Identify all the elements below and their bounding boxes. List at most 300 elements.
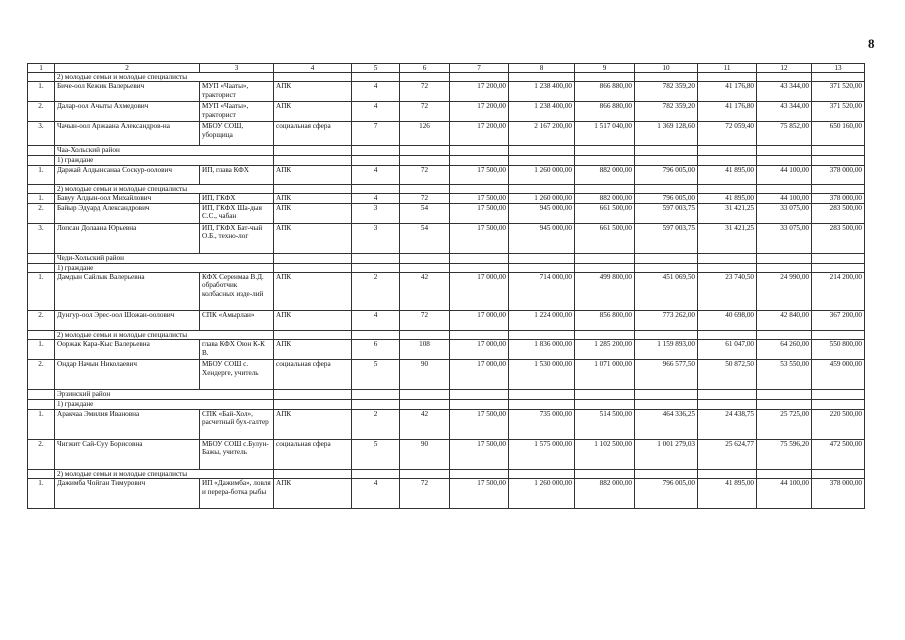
table-cell: 17 500,00: [450, 479, 509, 509]
empty-cell: [352, 156, 400, 165]
table-cell: 90: [400, 360, 450, 390]
table-cell: ИП, ГКФХ: [200, 194, 274, 203]
column-header: 11: [698, 64, 757, 73]
table-cell: 53 550,00: [757, 360, 812, 390]
table-cell: 1 260 000,00: [509, 165, 575, 184]
table-cell: социальная сфера: [274, 122, 352, 146]
table-cell: МУП «Чааты», тракторист: [200, 102, 274, 122]
column-header: 10: [635, 64, 698, 73]
section-title: Чеди-Хольский район: [55, 253, 274, 263]
empty-cell: [698, 73, 757, 82]
empty-cell: [757, 390, 812, 400]
column-header: 2: [55, 64, 200, 73]
table-cell: Ондар Начын Николаевич: [55, 360, 200, 390]
table-cell: 1.: [28, 82, 55, 102]
empty-cell: [400, 390, 450, 400]
table-cell: 41 895,00: [698, 194, 757, 203]
empty-cell: [698, 400, 757, 409]
empty-cell: [812, 184, 865, 193]
table-cell: 2: [352, 273, 400, 311]
table-cell: ИП «Дажимба», ловля и перера-ботка рыбы: [200, 479, 274, 509]
table-cell: 2 167 200,00: [509, 122, 575, 146]
table-cell: 1.: [28, 273, 55, 311]
table-cell: Лопсан Долаана Юрьевна: [55, 223, 200, 253]
empty-cell: [400, 263, 450, 272]
table-cell: 64 260,00: [757, 340, 812, 360]
empty-cell: [28, 400, 55, 409]
table-cell: АПК: [274, 409, 352, 439]
empty-cell: [274, 253, 352, 263]
empty-cell: [509, 253, 575, 263]
empty-cell: [400, 156, 450, 165]
table-cell: Биче-оол Кежик Валерьевич: [55, 82, 200, 102]
empty-cell: [400, 146, 450, 156]
table-cell: 40 698,00: [698, 311, 757, 331]
table-cell: 966 577,50: [635, 360, 698, 390]
table-cell: 17 500,00: [450, 203, 509, 223]
empty-cell: [635, 400, 698, 409]
empty-cell: [352, 400, 400, 409]
empty-cell: [757, 253, 812, 263]
table-cell: 796 005,00: [635, 479, 698, 509]
empty-cell: [698, 156, 757, 165]
table-cell: АПК: [274, 273, 352, 311]
empty-cell: [575, 331, 635, 340]
table-cell: 714 000,00: [509, 273, 575, 311]
table-row: [28, 311, 865, 331]
table-cell: 17 000,00: [450, 340, 509, 360]
table-cell: 2.: [28, 203, 55, 223]
table-cell: 75 596,20: [757, 439, 812, 469]
table-cell: 72: [400, 82, 450, 102]
empty-cell: [575, 184, 635, 193]
table-cell: 50 872,50: [698, 360, 757, 390]
table-cell: 72: [400, 479, 450, 509]
table-cell: 2.: [28, 439, 55, 469]
table-row: [28, 439, 865, 469]
table-cell: Чигжит Сай-Суу Борисовна: [55, 439, 200, 469]
table-cell: социальная сфера: [274, 360, 352, 390]
data-table: [27, 63, 865, 509]
empty-cell: [274, 146, 352, 156]
empty-cell: [635, 469, 698, 478]
table-cell: 1.: [28, 479, 55, 509]
table-cell: 1 530 000,00: [509, 360, 575, 390]
group-row: [28, 156, 865, 165]
empty-cell: [757, 331, 812, 340]
table-cell: 220 500,00: [812, 409, 865, 439]
empty-cell: [575, 253, 635, 263]
empty-cell: [575, 146, 635, 156]
table-cell: 367 200,00: [812, 311, 865, 331]
empty-cell: [575, 390, 635, 400]
table-cell: 945 000,00: [509, 223, 575, 253]
table-cell: 1 159 893,00: [635, 340, 698, 360]
table-row: [28, 122, 865, 146]
table-row: [28, 165, 865, 184]
table-cell: ИП, ГКФХ Бат-чый О.Б., техно-лог: [200, 223, 274, 253]
column-header: 4: [274, 64, 352, 73]
group-row: [28, 400, 865, 409]
table-cell: 1 260 000,00: [509, 479, 575, 509]
empty-cell: [757, 156, 812, 165]
table-cell: 597 003,75: [635, 203, 698, 223]
empty-cell: [450, 253, 509, 263]
table-cell: Дамдын Сайлык Валерьевна: [55, 273, 200, 311]
empty-cell: [28, 263, 55, 272]
empty-cell: [509, 400, 575, 409]
section-row: [28, 390, 865, 400]
column-header: 5: [352, 64, 400, 73]
empty-cell: [635, 73, 698, 82]
column-header: 12: [757, 64, 812, 73]
table-cell: 371 520,00: [812, 82, 865, 102]
table-cell: 866 880,00: [575, 82, 635, 102]
table-cell: 17 200,00: [450, 82, 509, 102]
table-cell: 661 500,00: [575, 203, 635, 223]
table-cell: 796 005,00: [635, 165, 698, 184]
column-header: 3: [200, 64, 274, 73]
empty-cell: [812, 156, 865, 165]
table-cell: 882 000,00: [575, 479, 635, 509]
table-cell: 472 500,00: [812, 439, 865, 469]
table-cell: 17 000,00: [450, 311, 509, 331]
column-header: 1: [28, 64, 55, 73]
empty-cell: [352, 390, 400, 400]
table-cell: СПК «Амырлан»: [200, 311, 274, 331]
empty-cell: [575, 156, 635, 165]
empty-cell: [575, 73, 635, 82]
table-cell: АПК: [274, 479, 352, 509]
table-cell: Ооржак Кара-Кыс Валерьевна: [55, 340, 200, 360]
empty-cell: [352, 253, 400, 263]
table-cell: 108: [400, 340, 450, 360]
table-cell: АПК: [274, 223, 352, 253]
table-cell: 1 102 500,00: [575, 439, 635, 469]
empty-cell: [450, 184, 509, 193]
table-cell: 17 500,00: [450, 194, 509, 203]
table-cell: 25 624,77: [698, 439, 757, 469]
table-cell: МБОУ СОШ, уборщица: [200, 122, 274, 146]
table-cell: 17 500,00: [450, 165, 509, 184]
table-cell: 773 262,00: [635, 311, 698, 331]
column-header: 8: [509, 64, 575, 73]
empty-cell: [635, 253, 698, 263]
empty-cell: [509, 331, 575, 340]
empty-cell: [635, 390, 698, 400]
empty-cell: [400, 331, 450, 340]
table-cell: ИП, глава КФХ: [200, 165, 274, 184]
table-cell: глава КФХ Оюн К-К В.: [200, 340, 274, 360]
table-cell: Чачын-оол Аржаана Александров-на: [55, 122, 200, 146]
table-cell: 1 224 000,00: [509, 311, 575, 331]
table-cell: 4: [352, 82, 400, 102]
table-cell: 378 000,00: [812, 479, 865, 509]
empty-cell: [274, 400, 352, 409]
empty-cell: [698, 263, 757, 272]
empty-cell: [450, 400, 509, 409]
table-cell: 882 000,00: [575, 194, 635, 203]
empty-cell: [450, 390, 509, 400]
table-cell: МБОУ СОШ с.Булун-Бажы, учитель: [200, 439, 274, 469]
table-cell: 3.: [28, 122, 55, 146]
table-row: [28, 102, 865, 122]
table-cell: 3.: [28, 223, 55, 253]
group-title: 2) молодые семьи и молодые специалисты: [55, 331, 274, 340]
empty-cell: [757, 400, 812, 409]
table-cell: 72 059,40: [698, 122, 757, 146]
page-number: 8: [868, 36, 875, 51]
table-row: [28, 273, 865, 311]
table-cell: 42: [400, 273, 450, 311]
table-cell: 31 421,25: [698, 203, 757, 223]
table-cell: 796 005,00: [635, 194, 698, 203]
table-cell: 1 369 128,60: [635, 122, 698, 146]
section-title: Чаа-Хольский район: [55, 146, 274, 156]
table-row: [28, 340, 865, 360]
section-title: Эрзинский район: [55, 390, 274, 400]
table-cell: 2.: [28, 102, 55, 122]
empty-cell: [635, 184, 698, 193]
table-cell: АПК: [274, 82, 352, 102]
table-cell: 882 000,00: [575, 165, 635, 184]
table-cell: 459 000,00: [812, 360, 865, 390]
column-header: 7: [450, 64, 509, 73]
table-cell: 4: [352, 194, 400, 203]
table-cell: 5: [352, 360, 400, 390]
table-cell: МУП «Чааты», тракторист: [200, 82, 274, 102]
table-cell: 1 260 000,00: [509, 194, 575, 203]
table-cell: АПК: [274, 194, 352, 203]
table-cell: Дунгур-оол Эрес-оол Шожан-оолович: [55, 311, 200, 331]
empty-cell: [509, 73, 575, 82]
table-cell: 44 100,00: [757, 479, 812, 509]
table-cell: 44 100,00: [757, 194, 812, 203]
empty-cell: [28, 73, 55, 82]
table-cell: МБОУ СОШ с. Хендерге, учитель: [200, 360, 274, 390]
table-cell: 1 071 000,00: [575, 360, 635, 390]
table-cell: 1 238 400,00: [509, 82, 575, 102]
empty-cell: [635, 156, 698, 165]
empty-cell: [274, 263, 352, 272]
table-cell: АПК: [274, 340, 352, 360]
empty-cell: [812, 400, 865, 409]
table-cell: Байыр Эдуард Александрович: [55, 203, 200, 223]
table-cell: ИП, ГКФХ Ша-дыя С.С., чабан: [200, 203, 274, 223]
table-cell: 44 100,00: [757, 165, 812, 184]
table-cell: 650 160,00: [812, 122, 865, 146]
empty-cell: [635, 146, 698, 156]
table-cell: 550 800,00: [812, 340, 865, 360]
empty-cell: [28, 469, 55, 478]
empty-cell: [28, 156, 55, 165]
table-cell: 464 336,25: [635, 409, 698, 439]
table-cell: 1.: [28, 340, 55, 360]
table-row: [28, 223, 865, 253]
section-row: [28, 253, 865, 263]
empty-cell: [509, 146, 575, 156]
empty-cell: [28, 253, 55, 263]
table-cell: 41 176,80: [698, 102, 757, 122]
table-cell: СПК «Бай-Хол», расчетный бух-галтер: [200, 409, 274, 439]
empty-cell: [757, 469, 812, 478]
empty-cell: [450, 73, 509, 82]
table-cell: 42 840,00: [757, 311, 812, 331]
table-cell: Даржай Алдынсанаа Соскур-оолович: [55, 165, 200, 184]
table-cell: 1 285 200,00: [575, 340, 635, 360]
empty-cell: [400, 253, 450, 263]
table-cell: 856 800,00: [575, 311, 635, 331]
group-title: 1) граждане: [55, 400, 274, 409]
empty-cell: [698, 469, 757, 478]
table-cell: 54: [400, 223, 450, 253]
table-cell: 214 200,00: [812, 273, 865, 311]
table-cell: 945 000,00: [509, 203, 575, 223]
table-cell: Бавуу Алдын-оол Михайлович: [55, 194, 200, 203]
empty-cell: [274, 184, 352, 193]
empty-cell: [698, 146, 757, 156]
group-title: 1) граждане: [55, 263, 274, 272]
table-cell: АПК: [274, 311, 352, 331]
empty-cell: [400, 73, 450, 82]
table-cell: 24 438,75: [698, 409, 757, 439]
table-cell: 72: [400, 102, 450, 122]
table-cell: Аракчаа Эмилия Ивановна: [55, 409, 200, 439]
empty-cell: [274, 73, 352, 82]
table-cell: 283 500,00: [812, 223, 865, 253]
empty-cell: [450, 156, 509, 165]
empty-cell: [509, 390, 575, 400]
table-cell: 17 000,00: [450, 273, 509, 311]
table-cell: 371 520,00: [812, 102, 865, 122]
empty-cell: [450, 469, 509, 478]
table-cell: 866 880,00: [575, 102, 635, 122]
table-cell: 1 517 040,00: [575, 122, 635, 146]
empty-cell: [509, 263, 575, 272]
table-cell: 6: [352, 340, 400, 360]
empty-cell: [352, 331, 400, 340]
empty-cell: [757, 146, 812, 156]
empty-cell: [575, 263, 635, 272]
empty-cell: [274, 156, 352, 165]
empty-cell: [698, 390, 757, 400]
table-cell: 514 500,00: [575, 409, 635, 439]
empty-cell: [450, 146, 509, 156]
group-title: 2) молодые семьи и молодые специалисты: [55, 469, 274, 478]
table-cell: 42: [400, 409, 450, 439]
table-cell: АПК: [274, 203, 352, 223]
table-cell: 7: [352, 122, 400, 146]
table-cell: 41 895,00: [698, 479, 757, 509]
empty-cell: [698, 184, 757, 193]
table-cell: 41 176,80: [698, 82, 757, 102]
empty-cell: [352, 146, 400, 156]
empty-cell: [575, 469, 635, 478]
empty-cell: [450, 331, 509, 340]
table-cell: 378 000,00: [812, 165, 865, 184]
table-cell: 1 836 000,00: [509, 340, 575, 360]
empty-cell: [757, 263, 812, 272]
table-cell: 17 500,00: [450, 439, 509, 469]
table-cell: 17 200,00: [450, 102, 509, 122]
empty-cell: [757, 73, 812, 82]
table-cell: 782 359,20: [635, 102, 698, 122]
column-header-row: [28, 64, 865, 73]
empty-cell: [698, 253, 757, 263]
table-cell: 72: [400, 165, 450, 184]
table-cell: 17 500,00: [450, 223, 509, 253]
table-cell: КФХ Серенмаа В.Д. обработчик колбасных изде-лий: [200, 273, 274, 311]
group-row: [28, 331, 865, 340]
table-cell: 378 000,00: [812, 194, 865, 203]
table-cell: 25 725,00: [757, 409, 812, 439]
table-cell: 4: [352, 165, 400, 184]
table-cell: 41 895,00: [698, 165, 757, 184]
table-cell: 33 075,00: [757, 203, 812, 223]
table-cell: 2.: [28, 311, 55, 331]
empty-cell: [812, 263, 865, 272]
table-cell: 451 069,50: [635, 273, 698, 311]
table-cell: 72: [400, 194, 450, 203]
empty-cell: [400, 184, 450, 193]
group-row: [28, 73, 865, 82]
table-cell: 54: [400, 203, 450, 223]
group-row: [28, 184, 865, 193]
empty-cell: [352, 184, 400, 193]
table-cell: 17 500,00: [450, 409, 509, 439]
table-cell: 61 047,00: [698, 340, 757, 360]
column-header: 9: [575, 64, 635, 73]
table-cell: 33 075,00: [757, 223, 812, 253]
table-row: [28, 409, 865, 439]
table-cell: 4: [352, 479, 400, 509]
empty-cell: [509, 156, 575, 165]
empty-cell: [400, 469, 450, 478]
table-cell: 4: [352, 311, 400, 331]
empty-cell: [635, 263, 698, 272]
empty-cell: [28, 390, 55, 400]
group-title: 2) молодые семьи и молодые специалисты: [55, 73, 274, 82]
table-cell: 1.: [28, 194, 55, 203]
table-cell: 17 000,00: [450, 360, 509, 390]
empty-cell: [812, 73, 865, 82]
empty-cell: [28, 184, 55, 193]
group-title: 2) молодые семьи и молодые специалисты: [55, 184, 274, 193]
empty-cell: [812, 390, 865, 400]
table-cell: 1.: [28, 165, 55, 184]
empty-cell: [450, 263, 509, 272]
table-cell: 5: [352, 439, 400, 469]
table-cell: 17 200,00: [450, 122, 509, 146]
table-cell: 43 344,00: [757, 102, 812, 122]
empty-cell: [28, 331, 55, 340]
table-cell: 1.: [28, 409, 55, 439]
empty-cell: [352, 469, 400, 478]
table-cell: АПК: [274, 102, 352, 122]
table-cell: 4: [352, 102, 400, 122]
table-cell: 499 800,00: [575, 273, 635, 311]
empty-cell: [509, 469, 575, 478]
table-cell: 597 003,75: [635, 223, 698, 253]
table-cell: 2.: [28, 360, 55, 390]
empty-cell: [635, 331, 698, 340]
table-cell: социальная сфера: [274, 439, 352, 469]
empty-cell: [757, 184, 812, 193]
table-cell: 3: [352, 203, 400, 223]
empty-cell: [352, 73, 400, 82]
table-cell: 24 990,00: [757, 273, 812, 311]
table-cell: Далар-оол Ачыты Ахмедович: [55, 102, 200, 122]
